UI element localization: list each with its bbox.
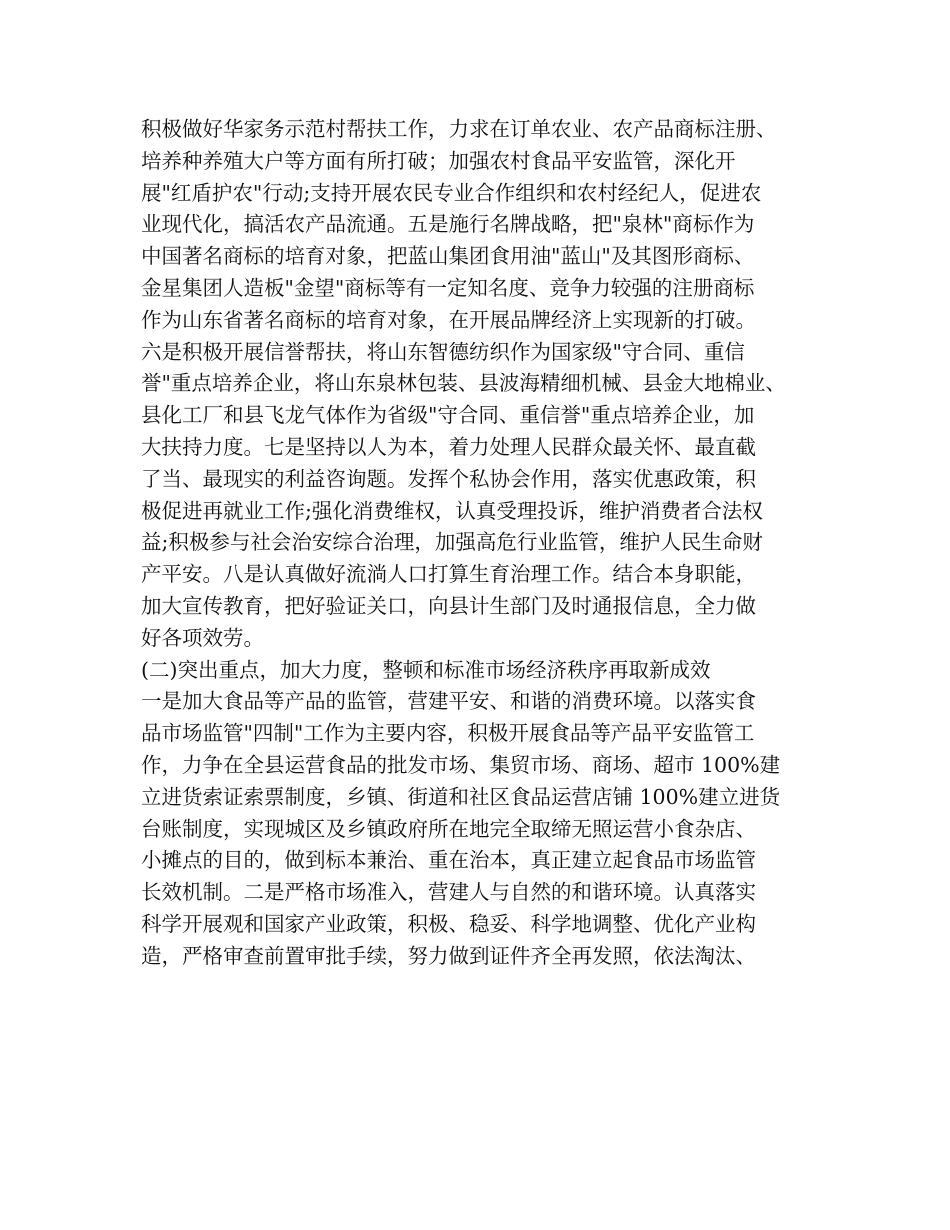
text-line: 立进货索证索票制度，乡镇、街道和社区食品运营店铺 100%建立进货 <box>141 784 781 809</box>
text-line: 长效机制。二是严格市场准入，营建人与自然的和谐环境。认真落实 <box>141 880 756 905</box>
text-line: 益;积极参与社会治安综合治理，加强高危行业监管，维护人民生命财 <box>141 530 763 555</box>
text-line: 展"红盾护农"行动;支持开展农民专业合作组织和农村经纪人，促进农 <box>141 180 762 205</box>
text-line: 好各项效劳。 <box>141 625 264 650</box>
text-line: 金星集团人造板"金望"商标等有一定知名度、竞争力较强的注册商标 <box>141 275 755 300</box>
text-line: 大扶持力度。七是坚持以人为本，着力处理人民群众最关怀、最直截 <box>141 434 756 459</box>
text-line: 产平安。八是认真做好流淌人口打算生育治理工作。结合本身职能， <box>141 562 756 587</box>
text-line: 誉"重点培养企业，将山东泉林包装、县波海精细机械、县金大地棉业、 <box>141 371 786 396</box>
text-line: 小摊点的目的，做到标本兼治、重在治本，真正建立起食品市场监管 <box>141 848 756 873</box>
text-line: 培养种养殖大户等方面有所打破；加强农村食品平安监管，深化开 <box>141 148 736 173</box>
section-heading: (二)突出重点，加大力度，整顿和标准市场经济秩序再取新成效 <box>141 657 711 682</box>
text-line: 极促进再就业工作;强化消费维权，认真受理投诉，维护消费者合法权 <box>141 498 763 523</box>
text-line: 中国著名商标的培育对象，把蓝山集团食用油"蓝山"及其图形商标、 <box>141 244 755 269</box>
text-line: 六是积极开展信誉帮扶，将山东智德纺织作为国家级"守合同、重信 <box>141 339 745 364</box>
text-line: 一是加大食品等产品的监管，营建平安、和谐的消费环境。以落实食 <box>141 689 756 714</box>
text-line: 加大宣传教育，把好验证关口，向县计生部门及时通报信息，全力做 <box>141 593 756 618</box>
text-line: 县化工厂和县飞龙气体作为省级"守合同、重信誉"重点培养企业，加 <box>141 403 755 428</box>
text-line: 造，严格审查前置审批手续，努力做到证件齐全再发照，依法淘汰、 <box>141 943 756 968</box>
text-line: 作为山东省著名商标的培育对象，在开展品牌经济上实现新的打破。 <box>141 307 756 332</box>
text-line: 科学开展观和国家产业政策，积极、稳妥、科学地调整、优化产业构 <box>141 911 756 936</box>
text-line: 积极做好华家务示范村帮扶工作，力求在订单农业、农产品商标注册、 <box>141 117 777 141</box>
text-line: 业现代化，搞活农产品流通。五是施行名牌战略，把"泉林"商标作为 <box>141 212 755 237</box>
body-text <box>141 114 831 973</box>
text-line: 作，力争在全县运营食品的批发市场、集贸市场、商场、超市 100%建 <box>141 752 781 777</box>
text-line: 了当、最现实的利益咨询题。发挥个私协会作用，落实优惠政策，积 <box>141 466 756 491</box>
text-line: 台账制度，实现城区及乡镇政府所在地完全取缔无照运营小食杂店、 <box>141 816 756 841</box>
text-line: 品市场监管"四制"工作为主要内容，积极开展食品等产品平安监管工 <box>141 721 755 746</box>
